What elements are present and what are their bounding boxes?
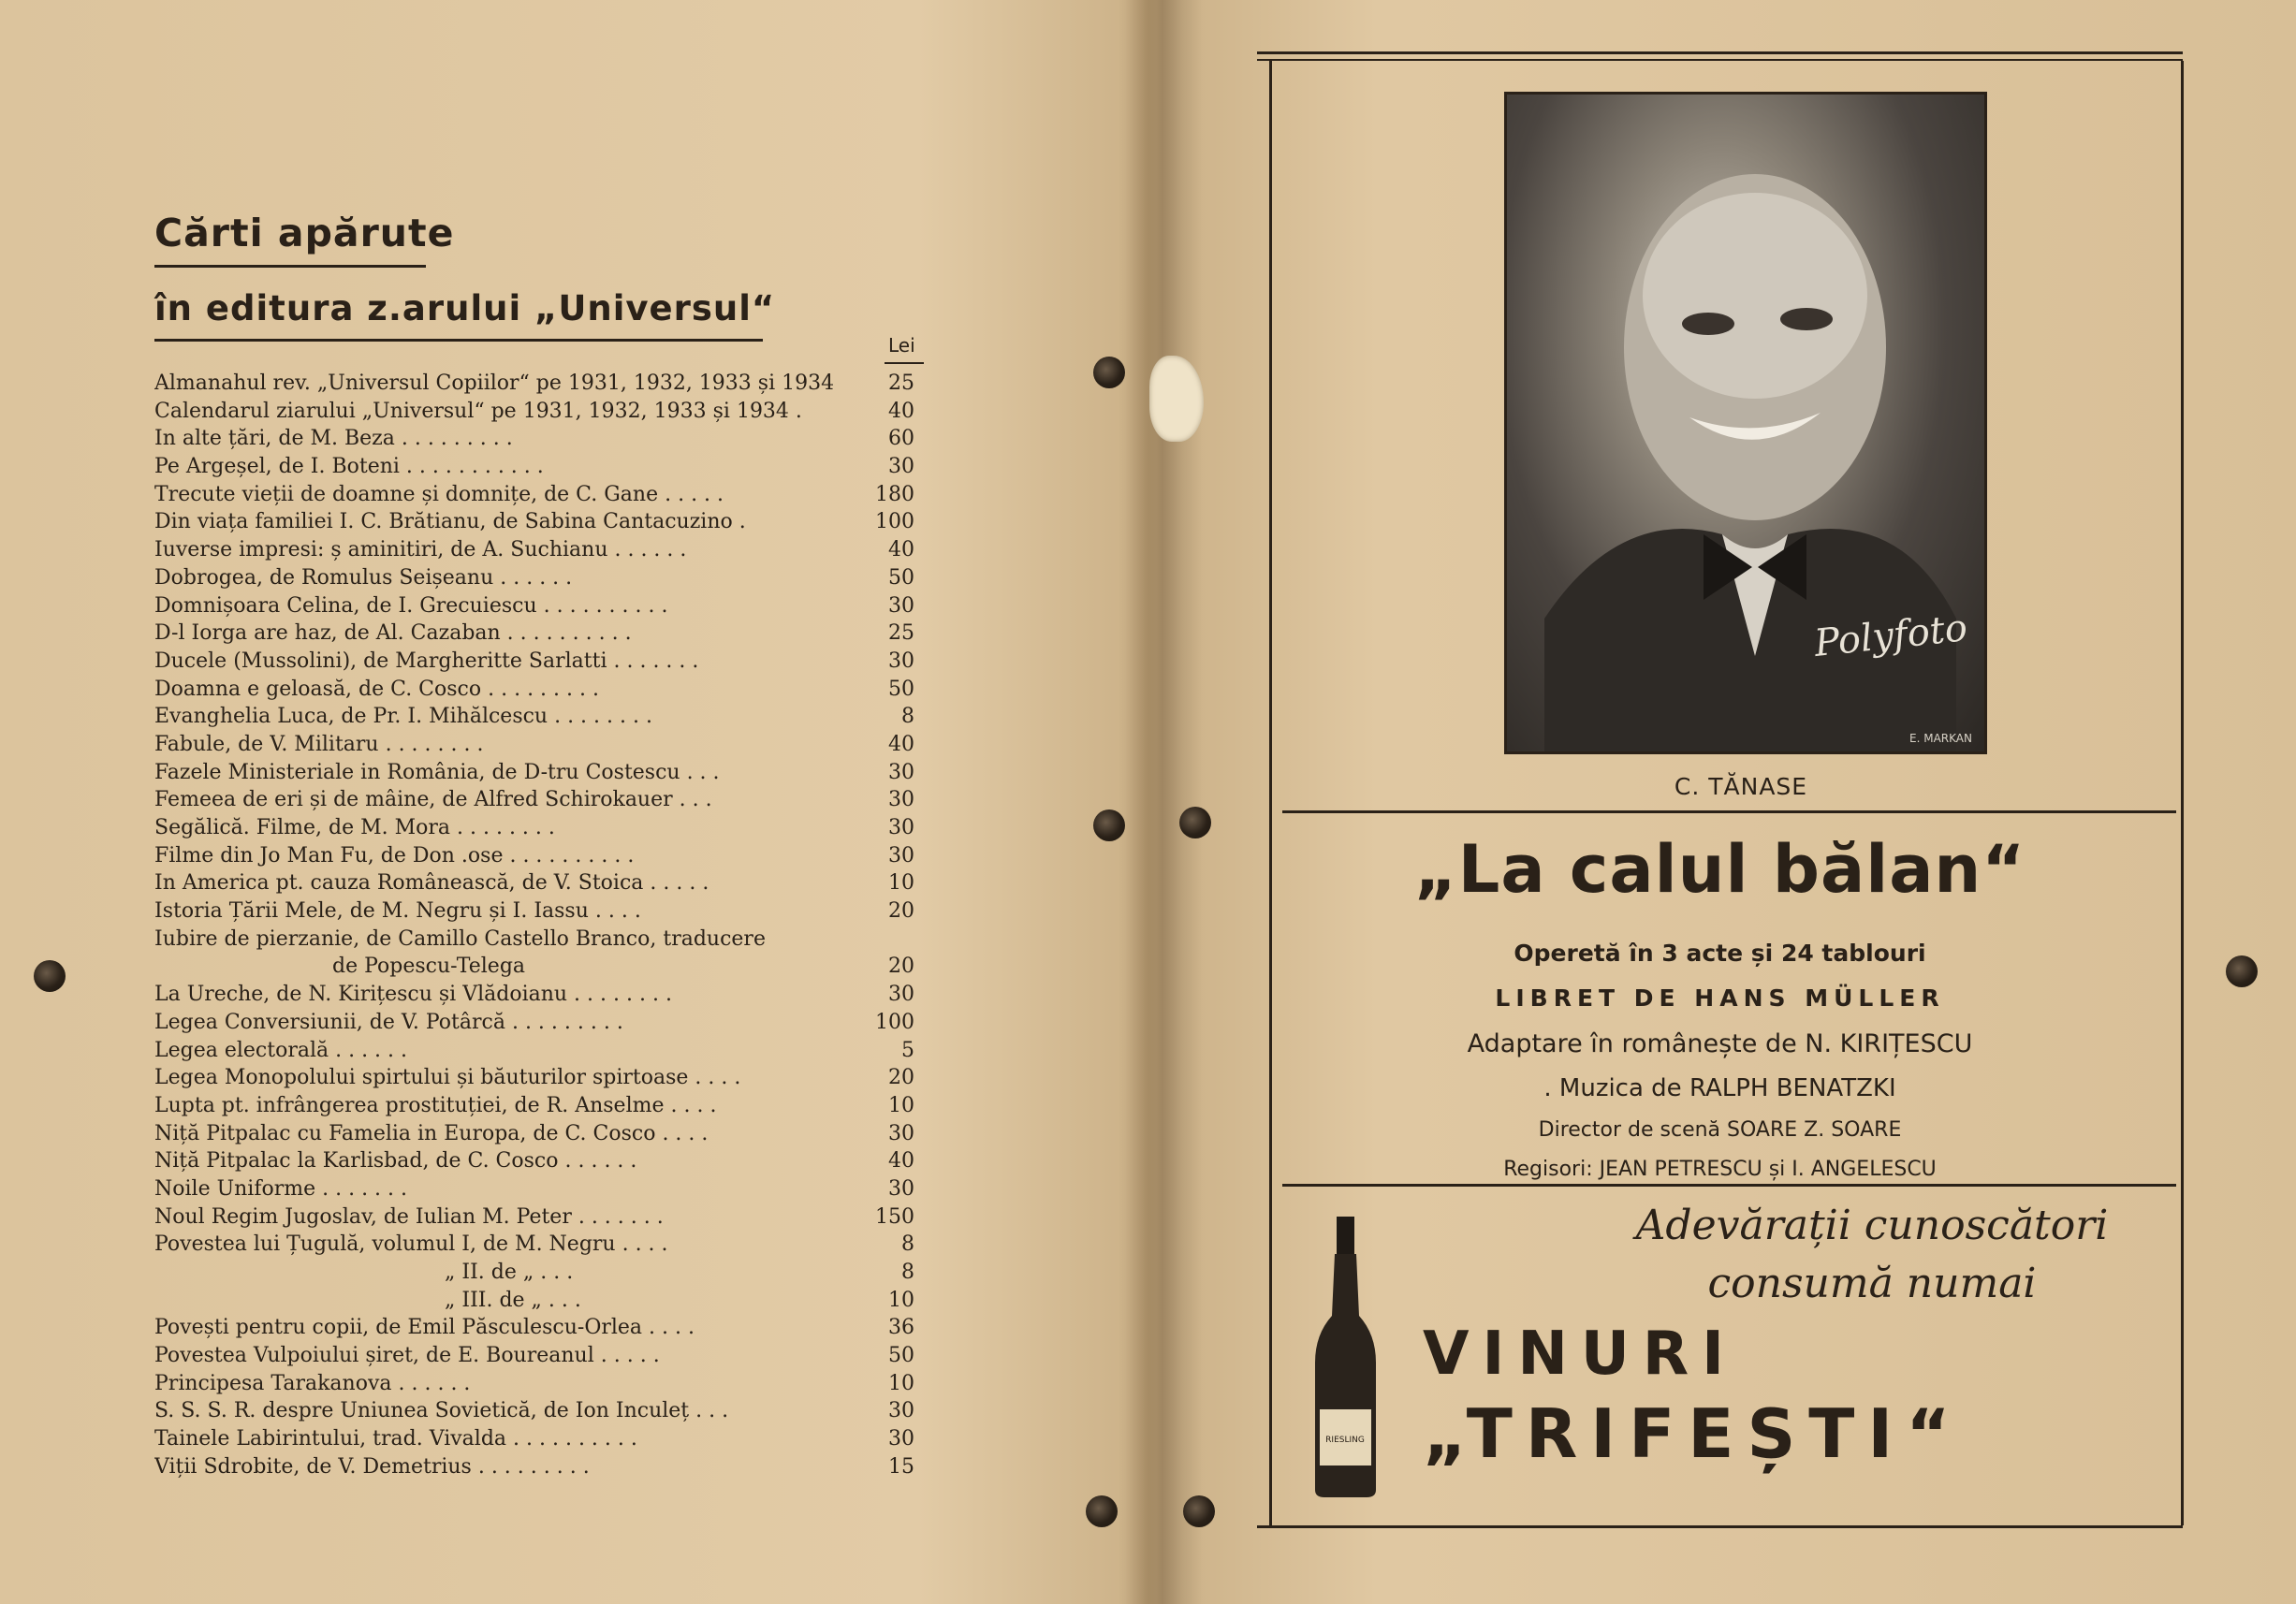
book-price: 25 [888, 621, 914, 646]
book-row [154, 703, 931, 731]
frame-right-rule [2181, 61, 2184, 1525]
book-price: 15 [888, 1454, 914, 1479]
ad-slogan-line2: consumă numai [1707, 1260, 2037, 1307]
book-row [154, 453, 931, 481]
book-row [154, 1342, 931, 1370]
book-price: 30 [888, 788, 914, 812]
music-credit: . Muzica de RALPH BENATZKI [1543, 1074, 1896, 1102]
book-row [154, 592, 931, 620]
book-price: 30 [888, 760, 914, 784]
book-row [154, 370, 931, 398]
book-title: Principesa Tarakanova . . . . . . [154, 1371, 471, 1395]
book-price: 10 [888, 871, 914, 896]
book-title: Trecute vieții de doamne și domnițe, de C. Gane . . . . . [154, 482, 724, 506]
frame-bottom-rule [1257, 1525, 2183, 1528]
ad-brand-line1: VINURI [1423, 1320, 1737, 1389]
heading-rule [154, 265, 426, 268]
book-row [154, 953, 931, 981]
book-row [154, 897, 931, 926]
book-price: 30 [888, 1399, 914, 1423]
staple-hole [1179, 807, 1211, 838]
book-row [154, 814, 931, 842]
book-price: 60 [888, 427, 914, 451]
book-title: S. S. S. R. despre Uniunea Sovietică, de Ion Inculeț . . . [154, 1399, 729, 1423]
book-row [154, 1287, 931, 1315]
book-price: 30 [888, 1176, 914, 1201]
frame-top-rule [1257, 51, 2183, 54]
center-fold [1119, 0, 1203, 1604]
book-price: 8 [901, 1261, 914, 1284]
book-price: 50 [888, 565, 914, 590]
subheading-rule [154, 339, 763, 342]
book-row [154, 425, 931, 453]
divider-rule [1282, 1184, 2176, 1187]
book-row [154, 1397, 931, 1425]
book-row [154, 1092, 931, 1120]
book-row [154, 842, 931, 870]
ad-brand-line2: „TRIFEȘTI“ [1423, 1394, 1964, 1473]
book-price: 50 [888, 677, 914, 701]
book-row [154, 1259, 931, 1287]
book-title: Legea Monopolului spirtului și băuturilor spirtoase . . . . [154, 1066, 741, 1090]
book-row [154, 731, 931, 759]
page-subheading: în editura z.arului „Universul“ [154, 288, 776, 328]
book-price: 20 [888, 1066, 914, 1090]
book-title: La Ureche, de N. Kirițescu și Vlădoianu . . . . . . . . [154, 983, 672, 1007]
book-row [154, 1370, 931, 1398]
book-row [154, 564, 931, 592]
book-title: Ducele (Mussolini), de Margheritte Sarlatti . . . . . . . [154, 649, 699, 673]
book-title: Segălică. Filme, de M. Mora . . . . . . . . [154, 816, 555, 839]
book-title: Femeea de eri și de mâine, de Alfred Schirokauer . . . [154, 788, 712, 812]
book-price: 40 [888, 732, 914, 756]
book-price: 8 [901, 1232, 914, 1257]
book-price: 30 [888, 816, 914, 839]
book-price: 30 [888, 649, 914, 673]
operetta-subtitle: Operetă în 3 acte și 24 tablouri [1514, 940, 1926, 967]
portrait-photo [1504, 92, 1987, 754]
book-price: 5 [901, 1038, 914, 1062]
book-row [154, 481, 931, 509]
book-price: 10 [888, 1288, 914, 1312]
book-title: Povestea lui Țugulă, volumul I, de M. Negru . . . . [154, 1232, 668, 1257]
director-credit: Director de scenă SOARE Z. SOARE [1538, 1118, 1902, 1142]
book-price: 150 [875, 1204, 914, 1229]
book-title: Povestea Vulpoiului șiret, de E. Boureanul . . . . . [154, 1344, 660, 1368]
staple-hole [1183, 1495, 1215, 1527]
ad-slogan-line1: Adevărații cunoscători [1635, 1202, 2109, 1249]
book-row [154, 759, 931, 787]
currency-rule [885, 362, 924, 364]
book-price: 40 [888, 1149, 914, 1174]
stage-directors-credit: Regisori: JEAN PETRESCU și I. ANGELESCU [1503, 1158, 1937, 1181]
book-title: Calendarul ziarului „Universul“ pe 1931, 1932, 1933 și 1934 . [154, 399, 802, 423]
operetta-title: „La calul bălan“ [1413, 831, 2026, 908]
book-price: 30 [888, 1121, 914, 1145]
book-title: Niță Pitpalac cu Famelia in Europa, de C. Cosco . . . . [154, 1121, 709, 1145]
book-row [154, 1314, 931, 1342]
book-row [154, 1064, 931, 1092]
book-title: Viții Sdrobite, de V. Demetrius . . . . . . . . . [154, 1454, 590, 1479]
book-price: 180 [875, 482, 914, 506]
book-row [154, 648, 931, 676]
book-title: de Popescu-Telega [332, 955, 526, 979]
book-price: 40 [888, 399, 914, 423]
book-title: Almanahul rev. „Universul Copiilor“ pe 1931, 1932, 1933 și 1934 [154, 372, 835, 395]
book-row [154, 1147, 931, 1175]
book-title: Tainele Labirintului, trad. Vivalda . . . . . . . . . . [154, 1427, 637, 1451]
book-title: Legea electorală . . . . . . [154, 1038, 408, 1062]
book-row [154, 508, 931, 536]
staple-hole [1093, 809, 1125, 841]
book-price: 30 [888, 1427, 914, 1451]
page-heading: Cărti apărute [154, 211, 455, 255]
book-title: Istoria Țării Mele, de M. Negru și I. Iassu . . . . [154, 899, 641, 924]
book-title: Domnișoara Celina, de I. Grecuiescu . . . . . . . . . . [154, 593, 668, 618]
frame-top-rule [1257, 59, 2183, 61]
book-price: 8 [901, 705, 914, 729]
book-title: Filme din Jo Man Fu, de Don .ose . . . . . . . . . . [154, 843, 635, 868]
book-price: 30 [888, 455, 914, 479]
book-title: Evanghelia Luca, de Pr. I. Mihălcescu . . . . . . . . [154, 705, 652, 729]
book-title: Iubire de pierzanie, de Camillo Castello Branco, traducere [154, 926, 766, 951]
photo-signature: Polyfoto [1812, 606, 1969, 665]
photo-credit: E. MARKAN [1909, 732, 1972, 745]
book-price: 36 [888, 1316, 914, 1340]
book-price: 10 [888, 1093, 914, 1117]
wine-bottle-icon [1310, 1213, 1381, 1499]
book-price: 10 [888, 1371, 914, 1395]
book-row [154, 869, 931, 897]
bottle-label: RIESLING [1325, 1436, 1365, 1445]
book-title: Noul Regim Jugoslav, de Iulian M. Peter . . . . . . . [154, 1204, 664, 1229]
book-row [154, 1453, 931, 1481]
book-row [154, 1231, 931, 1259]
book-title: Niță Pitpalac la Karlisbad, de C. Cosco . . . . . . [154, 1149, 637, 1174]
book-row [154, 786, 931, 814]
adaptation-credit: Adaptare în românește de N. KIRIȚESCU [1467, 1029, 1973, 1058]
binding-hole [2226, 955, 2258, 987]
photo-caption: C. TĂNASE [1674, 773, 1808, 800]
book-row [154, 1120, 931, 1148]
libretto-credit: LIBRET DE HANS MÜLLER [1495, 984, 1945, 1012]
book-row [154, 1175, 931, 1203]
book-row [154, 620, 931, 648]
book-price: 30 [888, 593, 914, 618]
book-row [154, 1009, 931, 1037]
book-row [154, 536, 931, 564]
book-row [154, 676, 931, 704]
frame-left-rule [1269, 61, 1272, 1525]
book-title: Lupta pt. infrângerea prostituției, de R. Anselme . . . . [154, 1093, 717, 1117]
book-price: 100 [875, 510, 914, 534]
book-price: 40 [888, 538, 914, 562]
staple-hole [1086, 1495, 1118, 1527]
staple-hole [1093, 357, 1125, 388]
book-title: D-l Iorga are haz, de Al. Cazaban . . . . . . . . . . [154, 621, 632, 646]
book-title: Pe Argeșel, de I. Boteni . . . . . . . . . . . [154, 455, 544, 479]
book-row [154, 926, 931, 954]
book-price: 30 [888, 983, 914, 1007]
book-list [154, 370, 931, 1481]
book-title: Fabule, de V. Militaru . . . . . . . . [154, 732, 484, 756]
book-title: „ II. de „ . . . [445, 1261, 574, 1284]
book-row [154, 981, 931, 1009]
book-row [154, 1203, 931, 1232]
binding-hole [34, 960, 66, 992]
currency-header: Lei [888, 334, 915, 357]
book-title: „ III. de „ . . . [445, 1288, 581, 1312]
book-price: 50 [888, 1344, 914, 1368]
book-title: Fazele Ministeriale in România, de D-tru Costescu . . . [154, 760, 720, 784]
book-price: 20 [888, 899, 914, 924]
book-title: Legea Conversiunii, de V. Potârcă . . . . . . . . . [154, 1010, 623, 1034]
book-price: 20 [888, 955, 914, 979]
book-title: Dobrogea, de Romulus Seișeanu . . . . . . [154, 565, 573, 590]
book-title: In alte țări, de M. Beza . . . . . . . . . [154, 427, 513, 451]
book-title: Noile Uniforme . . . . . . . [154, 1176, 408, 1201]
book-title: Iuverse impresi: ș aminitiri, de A. Suchianu . . . . . . [154, 538, 687, 562]
book-title: Povești pentru copii, de Emil Păsculescu-Orlea . . . . [154, 1316, 695, 1340]
book-price: 30 [888, 843, 914, 868]
book-title: Doamna e geloasă, de C. Cosco . . . . . . . . . [154, 677, 599, 701]
book-price: 100 [875, 1010, 914, 1034]
book-row [154, 398, 931, 426]
book-price: 25 [888, 372, 914, 395]
portrait-image [1507, 95, 1984, 751]
book-row [154, 1037, 931, 1065]
book-title: In America pt. cauza Românească, de V. Stoica . . . . . [154, 871, 709, 896]
divider-rule [1282, 810, 2176, 813]
book-row [154, 1425, 931, 1453]
book-title: Din viața familiei I. C. Brătianu, de Sabina Cantacuzino . [154, 510, 746, 534]
